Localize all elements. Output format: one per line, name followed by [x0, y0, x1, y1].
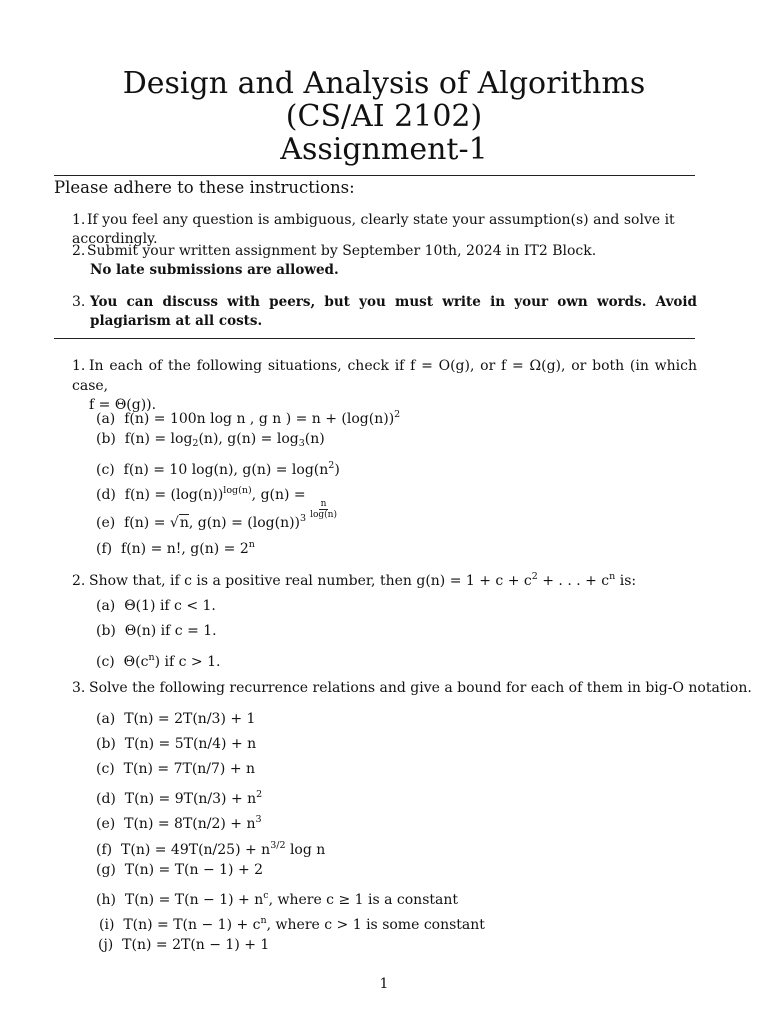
q2-pre: Show that, if c is a positive real number, then g(n) = 1 + c + c: [89, 573, 532, 589]
q1-d-pre: f(n) = (log(n)): [124, 487, 224, 503]
q1-f-label: (f): [96, 541, 113, 557]
q3-b-text: T(n) = 5T(n/4) + n: [124, 736, 257, 752]
q3-e-pre: T(n) = 8T(n/2) + n: [124, 816, 256, 832]
instruction-3-text: You can discuss with peers, but you must write in your own words. Avoid plagiarism at all costs.: [90, 294, 697, 329]
q3-g-text: T(n) = T(n − 1) + 2: [124, 862, 264, 878]
q2-a-label: (a): [96, 598, 116, 614]
q3-f-post: log n: [285, 842, 326, 858]
instruction-2-text: Submit your written assignment by September 10th, 2024 in IT2 Block.: [87, 243, 597, 259]
q2-part-b: [96, 622, 217, 641]
q3-i-pre: T(n) = T(n − 1) + c: [123, 917, 261, 933]
q1-part-e: [96, 509, 306, 533]
q2-sup1: 2: [531, 571, 538, 582]
q1-d-denominator: log(n): [310, 510, 337, 520]
q1-part-a: [96, 405, 400, 429]
q1-part-c: [96, 456, 340, 480]
q1-c-sup: 2: [328, 460, 335, 471]
instruction-1-number: 1.: [72, 212, 86, 228]
q1-a-text: f(n) = 100n log n , g n ) = n + (log(n)): [124, 411, 395, 427]
q3-i-sup: n: [260, 915, 267, 926]
q1-part-b: [96, 430, 325, 453]
q1-a-label: (a): [96, 411, 116, 427]
q2-mid: + . . . + c: [537, 573, 610, 589]
q3-e-sup: 3: [255, 814, 262, 825]
q3-f-label: (f): [96, 842, 113, 858]
q3-h-pre: T(n) = T(n − 1) + n: [124, 892, 264, 908]
q1-f-pre: f(n) = n!, g(n) = 2: [121, 541, 249, 557]
q3-text: Solve the following recurrence relations and give a bound for each of them in big-O notation.: [89, 680, 752, 696]
q2-c-post: ) if c > 1.: [154, 654, 221, 670]
q1-b-sub1: 2: [192, 438, 199, 449]
q2-part-a: [96, 597, 216, 616]
q3-part-j: [98, 936, 269, 955]
q1-d-label: (d): [96, 487, 116, 503]
q3-f-sup: 3/2: [270, 840, 286, 851]
q1-c-post: ): [334, 462, 340, 478]
q1-b-post: (n): [304, 431, 325, 447]
instructions-intro: Please adhere to these instructions:: [54, 178, 355, 197]
q3-c-text: T(n) = 7T(n/7) + n: [123, 761, 256, 777]
q3-h-label: (h): [96, 892, 116, 908]
q2-c-label: (c): [96, 654, 115, 670]
q3-h-post: , where c ≥ 1 is a constant: [268, 892, 458, 908]
question-1-line-2: f = Θ(g)).: [89, 397, 157, 413]
q3-part-h: [96, 886, 458, 910]
q2-c-pre: Θ(c: [123, 654, 149, 670]
q3-i-label: (i): [99, 917, 115, 933]
q1-f-sup: n: [248, 539, 255, 550]
q1-b-label: (b): [96, 431, 116, 447]
q3-d-pre: T(n) = 9T(n/3) + n: [124, 791, 257, 807]
q3-part-i: [99, 911, 485, 935]
q3-g-label: (g): [96, 862, 116, 878]
q2-post: is:: [615, 573, 637, 589]
q1-part-f: [96, 535, 255, 559]
q1-b-mid: (n), g(n) = log: [198, 431, 299, 447]
q1-e-sup: 3: [300, 513, 307, 524]
page-number: 1: [379, 976, 389, 992]
title-line-1: Design and Analysis of Algorithms: [122, 66, 646, 101]
question-3: [72, 679, 752, 698]
q1-c-pre: f(n) = 10 log(n), g(n) = log(n: [123, 462, 329, 478]
q3-part-d: [96, 785, 262, 809]
q1-b-pre: f(n) = log: [124, 431, 193, 447]
question-2-number: 2.: [72, 573, 86, 589]
q1-b-sub2: 3: [298, 438, 305, 449]
q3-h-sup: c: [263, 890, 269, 901]
q3-part-c: [96, 760, 255, 779]
instruction-item-2: [72, 242, 697, 280]
top-rule: [54, 175, 695, 176]
q3-part-e: [96, 810, 262, 834]
q1-c-label: (c): [96, 462, 115, 478]
q3-d-label: (d): [96, 791, 116, 807]
q3-part-b: [96, 735, 256, 754]
bottom-rule: [54, 338, 695, 339]
q2-b-text: Θ(n) if c = 1.: [124, 623, 217, 639]
q1-d-mid: , g(n) =: [251, 487, 311, 503]
q3-f-pre: T(n) = 49T(n/25) + n: [121, 842, 271, 858]
q3-part-g: [96, 861, 263, 880]
q3-c-label: (c): [96, 761, 115, 777]
question-1-number: 1.: [72, 358, 86, 374]
q3-a-text: T(n) = 2T(n/3) + 1: [124, 711, 256, 727]
q2-b-label: (b): [96, 623, 116, 639]
q2-c-sup: n: [148, 652, 155, 663]
instruction-2-bold: No late submissions are allowed.: [90, 262, 339, 278]
q1-e-pre: f(n) = √: [124, 515, 179, 531]
q2-sup2: n: [609, 571, 616, 582]
q3-e-label: (e): [96, 816, 116, 832]
q3-part-a: [96, 710, 255, 729]
question-2: [72, 567, 636, 591]
instruction-3-number: 3.: [72, 294, 86, 310]
q1-e-radicand: n: [179, 515, 189, 531]
q1-d-numerator: n: [320, 499, 327, 509]
instruction-1-text: If you feel any question is ambiguous, clearly state your assumption(s) and solve it accordingly.: [72, 212, 675, 247]
q3-part-f: [96, 836, 325, 860]
title-line-2: (CS/AI 2102): [285, 99, 483, 134]
q3-j-label: (j): [98, 937, 114, 953]
q1-d-sup: log(n): [223, 485, 252, 496]
instruction-2-number: 2.: [72, 243, 86, 259]
q3-b-label: (b): [96, 736, 116, 752]
q2-part-c: [96, 648, 220, 672]
instruction-item-3: [72, 293, 697, 331]
question-3-number: 3.: [72, 680, 86, 696]
q3-j-text: T(n) = 2T(n − 1) + 1: [122, 937, 270, 953]
q1-d-fraction: [310, 499, 337, 520]
q1-e-mid: , g(n) = (log(n)): [188, 515, 301, 531]
question-1-line-1: In each of the following situations, check if f = O(g), or f = Ω(g), or both (in which case,: [72, 358, 697, 394]
q1-e-label: (e): [96, 515, 116, 531]
title-line-3: Assignment-1: [280, 132, 488, 167]
q3-d-sup: 2: [256, 789, 263, 800]
q2-a-text: Θ(1) if c < 1.: [124, 598, 216, 614]
q1-a-sup: 2: [394, 409, 401, 420]
q3-i-post: , where c > 1 is some constant: [266, 917, 485, 933]
q3-a-label: (a): [96, 711, 116, 727]
